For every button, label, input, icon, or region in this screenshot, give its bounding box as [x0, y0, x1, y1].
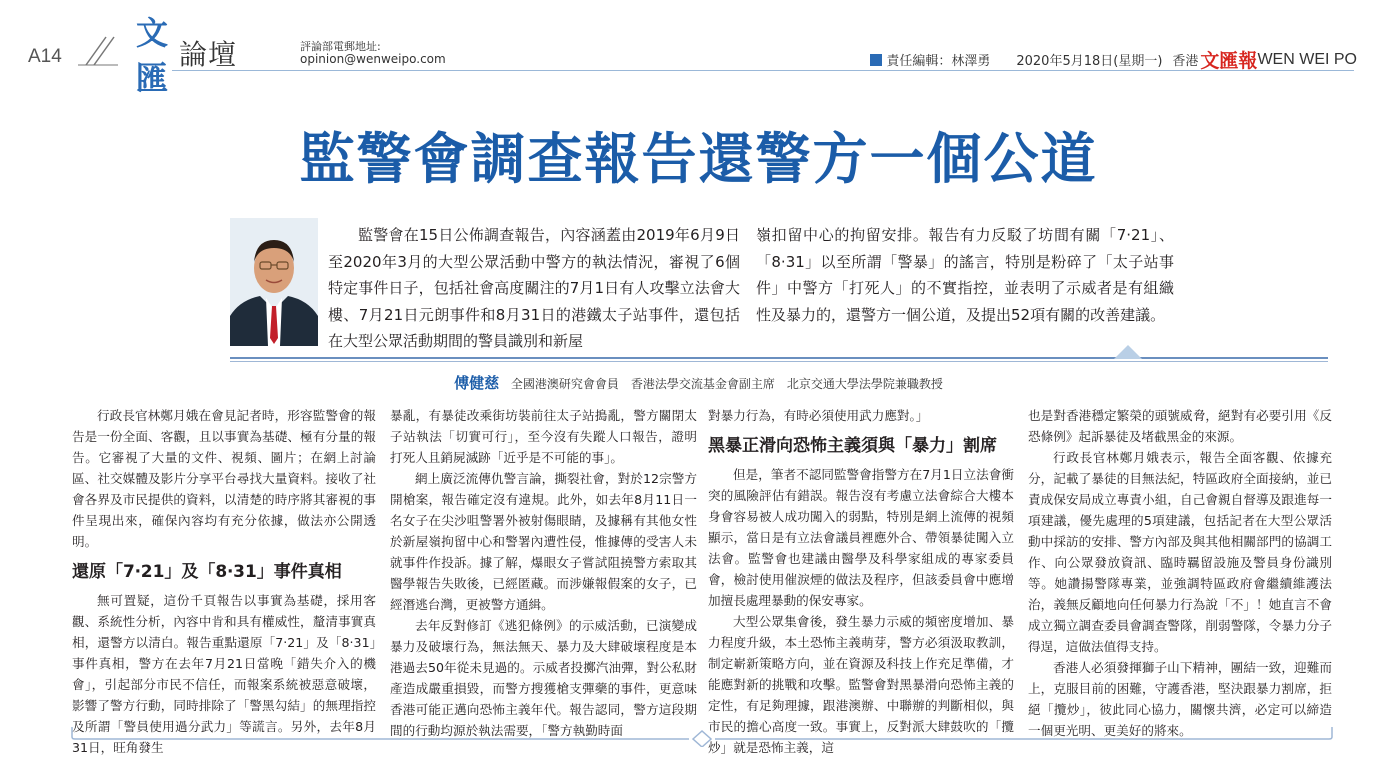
bottom-frame-ornament [71, 727, 1333, 747]
author-photo [230, 218, 318, 346]
lead-paragraph-right: 嶺扣留中心的拘留安排。報告有力反駁了坊間有關「7‧21」、「8‧31」以至所謂「警暴」的謠言，特別是粉碎了「太子站事件」中警方「打死人」的不實指控，並表明了示威者是有組織性及暴力的，還警方一個公道，及提出52項有關的改善建議。 [756, 226, 1174, 324]
lead-divider-thin [230, 361, 1328, 362]
body-paragraph: 行政長官林鄭月娥表示，報告全面客觀、依據充分，記載了暴徒的目無法紀，特區政府全面接納，並已責成保安局成立專責小組，自己會親自督導及跟進每一項建議，優先處理的5項建議，包括記者在大型公眾活動中採訪的安排、警方內部及與其他相關部門的協調工作、向公眾發放資訊、臨時羈留設施及警員身份識別等。她讚揚警隊專業，並強調特區政府會繼續維護法治，義無反顧地向任何暴力行為說「不」！她直言不會成立獨立調查委員會調查警隊，削弱警隊，令暴力分子得逞，這做法值得支持。 [1028, 450, 1332, 654]
body-column-4 [1028, 405, 1332, 741]
body-paragraph: 無可置疑，這份千頁報告以事實為基礎，採用客觀、系統性分析，內容中肯和具有權威性，釐清事實真相，還警方以清白。報告重點還原「7‧21」及「8‧31」事件真相，警方在去年7月21日當晚「錯失介入的機會」，引起部分市民不信任，而報案系統被惡意破壞，影響了警方行動，同時排除了「警黑勾結」的無理指控及所謂「警員使用過分武力」等謊言。另外，去年8月31日，旺角發生 [72, 593, 376, 755]
body-paragraph: 網上廣泛流傳仇警言論，撕裂社會，對於12宗警方開槍案，報告確定沒有違規。此外，如去年8月11日一名女子在尖沙咀警署外被射傷眼睛，及據稱有其他女性於新屋嶺拘留中心和警署內遭性侵，惟據傳的受害人未就事件作投訴。據了解，爆眼女子嘗試阻撓警方索取其醫學報告失敗後，已經匿藏。而涉嫌報假案的女子，已經潛逃台灣，更被警方通緝。 [390, 471, 697, 612]
lead-paragraph-left: 監警會在15日公佈調查報告，內容涵蓋由2019年6月9日至2020年3月的大型公眾活動中警方的執法情況，審視了6個特定事件日子，包括社會高度關注的7月1日有人攻擊立法會大樓、7月21日元朗事件和8月31日的港鐵太子站事件，還包括在大型公眾活動期間的警員識別和新屋 [328, 226, 740, 350]
section-name: 論壇 [179, 38, 238, 71]
article-headline: 監警會調查報告還警方一個公道 [299, 126, 1098, 191]
page-number: A14 [28, 46, 62, 67]
paper-logo: 文匯報 [1200, 50, 1258, 72]
body-paragraph: 但是，筆者不認同監警會指警方在7月1日立法會衝突的風險評估有錯誤。報告沒有考慮立法會綜合大樓本身會容易被人成功闖入的弱點，特別是網上流傳的視頻顯示，當日是有立法會議員裡應外合、帶領暴徒闖入立法會。監警會也建議由醫學及科學家組成的專家委員會，檢討使用催淚煙的做法及程序，但該委員會中應增加擅長處理暴動的保安專家。 [708, 467, 1014, 608]
byline [0, 372, 1397, 393]
region-label: 香港 [1172, 54, 1199, 69]
section-logo-char-hui: 匯 [136, 59, 169, 97]
body-column-1 [72, 405, 376, 758]
author-name: 傅健慈 [454, 374, 500, 392]
body-paragraph: 大型公眾集會後，發生暴力示威的頻密度增加、暴力程度升級，本土恐怖主義萌芽，警方必須汲取教訓，制定嶄新策略方向，並在資源及科技上作充足準備，才能應對新的挑戰和攻擊。監警會對黑暴滑向恐怖主義的定性，有足夠理據，跟港澳辦、中聯辦的判斷相似，與市民的擔心高度一致。事實上，反對派大肆鼓吹的「攬炒」就是恐怖主義，這 [708, 614, 1014, 755]
email-link[interactable]: opinion@wenweipo.com [300, 52, 446, 66]
editor-credit: 責任編輯：林澤勇 [886, 54, 991, 69]
portrait-image [230, 218, 318, 346]
body-column-3 [708, 405, 1014, 758]
subheading: 還原「7‧21」及「8‧31」事件真相 [72, 562, 342, 582]
body-paragraph: 行政長官林鄭月娥在會見記者時，形容監警會的報告是一份全面、客觀，且以事實為基礎、極有分量的報告。它審視了大量的文件、視頻、圖片；在網上討論區、社交媒體及影片分享平台尋找大量資料。接收了社會各界及市民提供的資料，以清楚的時序將其審視的事件呈現出來，確保內容均有充分依據，做法亦公開透明。 [72, 408, 376, 549]
lead-divider [230, 357, 1328, 359]
publish-date: 2020年5月18日(星期一) [1016, 54, 1163, 69]
slash-ornament [78, 36, 118, 66]
body-paragraph: 香港人必須發揮獅子山下精神，團結一致，迎難而上，克服目前的困難，守護香港，堅決跟暴力割席，拒絕「攬炒」，彼此同心協力，關懷共濟，必定可以締造一個更光明、更美好的將來。 [1028, 660, 1332, 738]
email-label: 評論部電郵地址: [300, 40, 381, 53]
header-info [870, 46, 1357, 73]
body-paragraph: 暴亂，有暴徒改乘街坊裝前往太子站搗亂，警方關閉太子站執法「切實可行」，至今沒有失蹤人口報告，證明打死人且銷屍滅跡「近乎是不可能的事」。 [390, 408, 697, 465]
body-paragraph: 也是對香港穩定繁榮的頭號威脅，絕對有必要引用《反恐條例》起訴暴徒及堵截黑金的來源。 [1028, 408, 1332, 444]
body-paragraph: 去年反對修訂《逃犯條例》的示威活動，已演變成暴力及破壞行為，無法無天、暴力及大肆破壞程度是本港過去50年從未見過的。示威者投擲汽油彈，對公私財產造成嚴重損毀，而警方搜獲槍支彈藥的事件，更意味香港可能正邁向恐怖主義年代。報告認同，警方這段期間的行動均源於執法需要，「警方執勤時面 [390, 618, 697, 738]
divider-triangle-icon [1114, 343, 1142, 359]
section-logo-char-wen: 文 [136, 14, 169, 52]
subheading: 黑暴正滑向恐怖主義須與「暴力」割席 [708, 436, 997, 456]
body-paragraph: 對暴力行為，有時必須使用武力應對。」 [708, 408, 929, 423]
paper-name-en: WEN WEI PO [1257, 50, 1357, 68]
body-column-2 [390, 405, 697, 741]
author-titles: 全國港澳研究會會員 香港法學交流基金會副主席 北京交通大學法學院兼職教授 [510, 377, 943, 391]
square-bullet-icon [870, 54, 882, 66]
